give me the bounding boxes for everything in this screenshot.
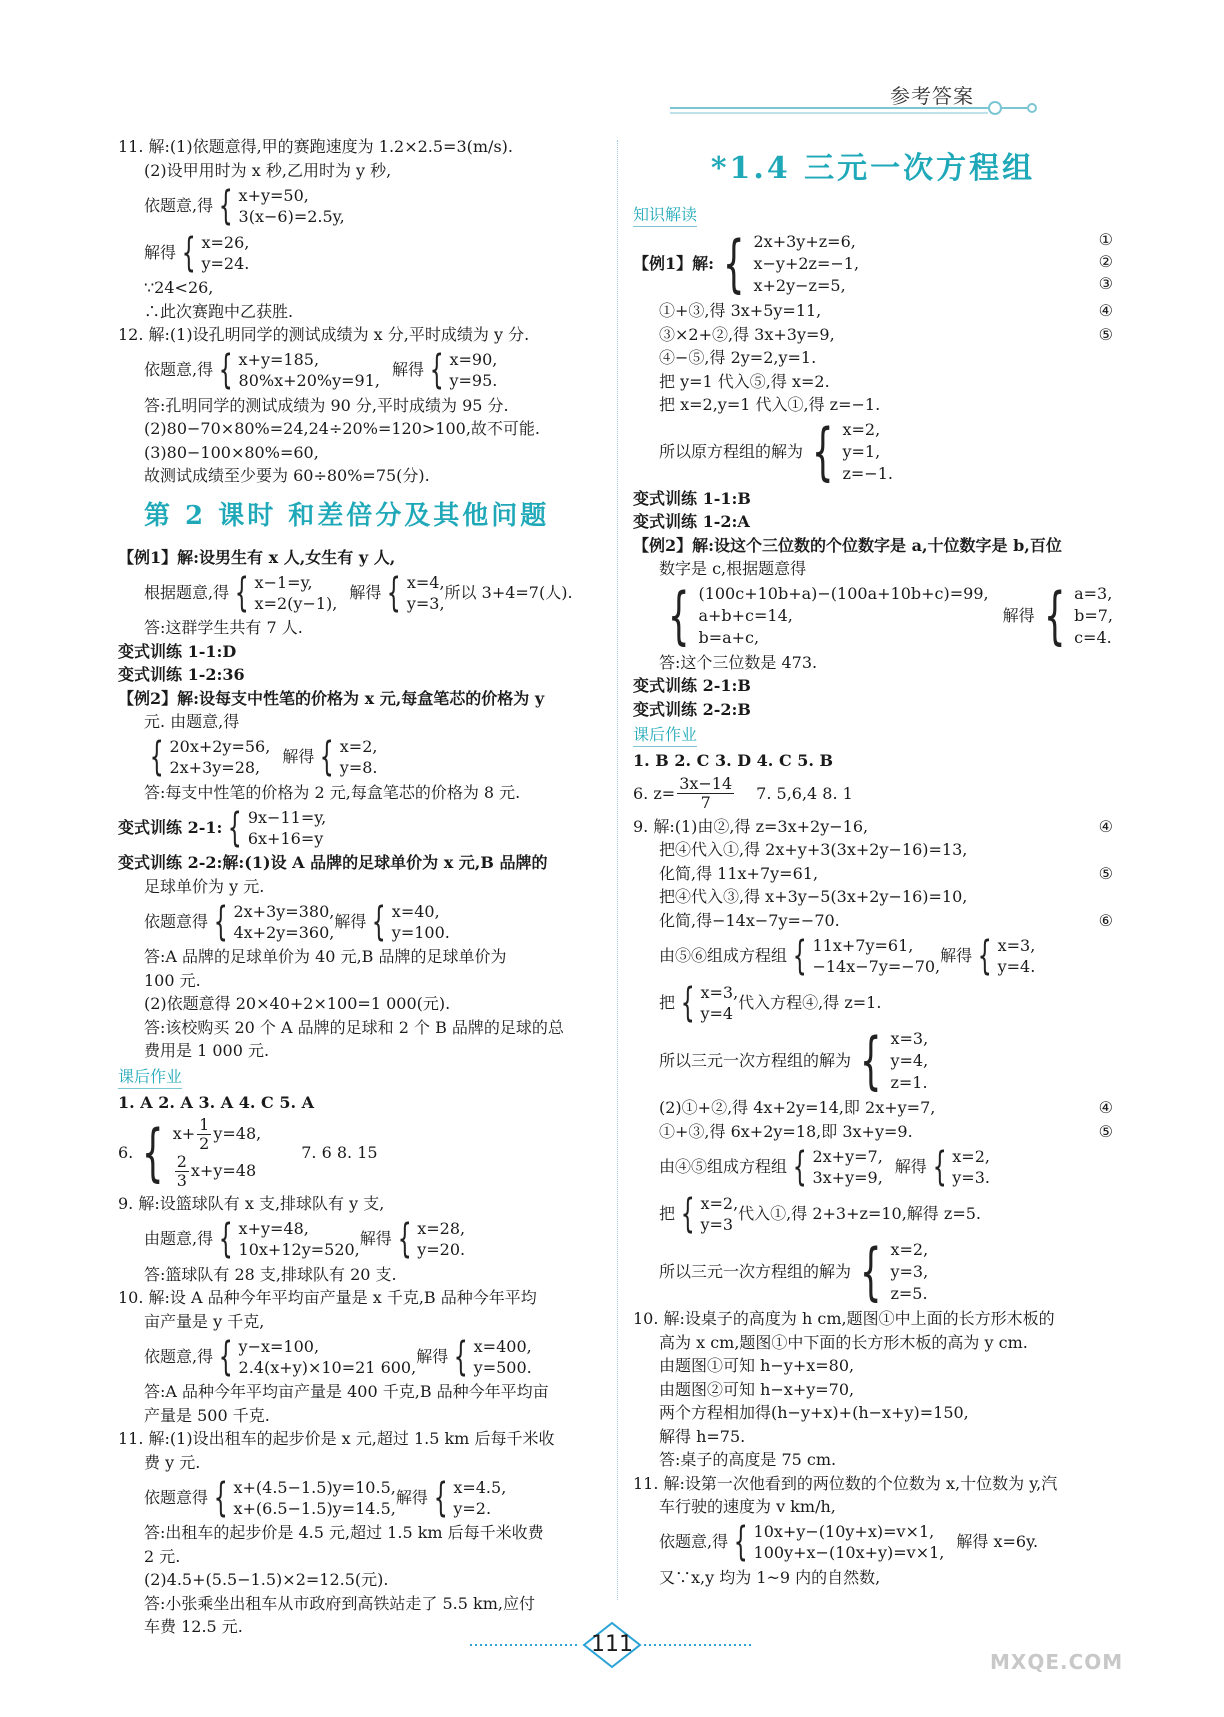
homework-question-9: 9. 解:设篮球队有 x 支,排球队有 y 支, 由题意,得 { x+y=48, 10x+12y=520, 解得 { x=28, y=20. 答:篮球队有 28 支,排球队有 20 支.: [118, 1194, 466, 1284]
example-2: 【例2】解:设每支中性笔的价格为 x 元,每盒笔芯的价格为 y 元. 由题意,得 { 20x+2y=56, 2x+3y=28, 解得 { x=2, y=8. 答:每支中性笔的价格为 2 元,每盒笔芯的价格为 8 元.: [118, 688, 545, 802]
header-decoration-icon: [670, 100, 1150, 120]
right-question-11: 11. 解:设第一次他看到的两位数的个位数为 x,十位数为 y,汽 车行驶的速度为 v km/h, 依题意,得 { 10x+y−(10y+x)=v×1, 100y+x−(10x+y)=v×1, 解得 x=6y. 又∵x,y 均为 1~9 内的自然数,: [633, 1473, 1058, 1587]
question-11: 11. 解:(1)依题意得,甲的赛跑速度为 1.2×2.5=3(m/s). (2)设甲用时为 x 秒,乙用时为 y 秒, 依题意,得 { x+y=50, 3(x−6)=2.5y, 解得 { x=26, y=24. ∵24<26, ∴此次赛跑中乙获胜.: [118, 137, 513, 321]
column-divider: [617, 140, 618, 1600]
header-title: 参考答案: [890, 84, 974, 108]
right-question-10: 10. 解:设桌子的高度为 h cm,题图①中上面的长方形木板的 高为 x cm,题图①中下面的长方形木板的高为 y cm. 由题图①可知 h−y+x=80, 由题图②可知 h−x+y=70, 两个方程相加得(h−y+x)+(h−x+y)=150, 解得 h=75. 答:桌子的高度是 75 cm.: [633, 1309, 1055, 1469]
homework-question-11: 11. 解:(1)设出租车的起步价是 x 元,超过 1.5 km 后每千米收 费 y 元. 依题意得 { x+(4.5−1.5)y=10.5, x+(6.5−1.5)y=14.5, 解得 { x=4.5, y=2. 答:出租车的起步价是 4.5 元,超过 1.5 km 后每千米收费 2 元. (2)4.5+(5.5−1.5)×2=12.5(元). 答:小张乘坐出租车从市政府到高铁站走了 5.5 km,应付 车费 12.5 元.: [118, 1429, 555, 1636]
page-header: [0, 0, 1224, 130]
right-example-1: 【例1】解: { 2x+3y+z=6, x−y+2z=−1, x+2y−z=5, ① ② ③ ①+③,得 3x+5y=11, ④ ③×2+②,得 3x+3y=9, ⑤ ④−⑤,得 2y=2,y=1. 把 y=1 代入⑤,得 x=2. 把 x=2,y=1 代入①,得 z=−1. 所以原方程组的解为 { x=2, y=1, z=−1.: [633, 227, 1113, 488]
question-12: 12. 解:(1)设孔明同学的测试成绩为 x 分,平时成绩为 y 分. 依题意,得 { x+y=185, 80%x+20%y=91, 解得 { x=90, y=95. 答:孔明同学的测试成绩为 90 分,平时成绩为 95 分. (2)80−70×80%=24,24÷20%=120>100,故不可能. (3)80−100×80%=60, 故测试成绩至少要为 60÷80%=75(分).: [118, 325, 541, 485]
watermark: MXQE.COM: [990, 1650, 1124, 1674]
homework-tag: 课后作业: [118, 1066, 182, 1089]
right-example-2: 【例2】解:设这个三位数的个位数字是 a,十位数字是 b,百位 数字是 c,根据题意得 { (100c+10b+a)−(100a+10b+c)=99, a+b+c=14, b=a+c, 解得 { a=3, b=7, c=4. 答:这个三位数是 473.: [633, 535, 1113, 672]
section-title: *1.4 三元一次方程组: [710, 151, 1036, 186]
knowledge-tag: 知识解读: [633, 204, 697, 227]
left-column: [118, 135, 603, 1639]
right-column: *1.4 三元一次方程组 知识解读 【例1】解: { 2x+3y+z=6, x−y+2z=−1, x+2y−z=5, ① ② ③ ①+③,得 3x+5y=11, ④ ③×2+②,得 3x+3y=9, ⑤ ④−⑤,得 2y=2,y=1. 把 y=1 代入⑤,得 x=2. 把 x=2,y=1 代入①,得 z=−1. 所以原方程组的解为 { x=2, y=1, z=−1. 变式训练 1-1:B 变式训练 1-2:A 【例2】解:设这个三位数的个位数字是 a,十位数字是 b,百位 数字是 c,根据题意得 { (100c+10b+a)−(100a+10b+c)=99, a+b+c=14, b=a+c, 解得 { a=3, b=7, c=4. 答:这个三位数是 473. 变式训练 2-1:B 变式训练 2-2:B 课后作业 1. B 2. C 3. D 4. C 5. B 6. z= $\frac{3x-14}{7}$ 7. 5,6,4 8. 1 9. 解:(1)由②,得 z=3x+2y−16, ④ 把④代入①,得 2x+y+3(3x+2y−16)=13, 化简,得 11x+7y=61, ⑤ 把④代入③,得 x+3y−5(3x+2y−16)=10, 化简,得−14x−7y=−70. ⑥ 由⑤⑥组成方程组 { 11x+7y=61, −14x−7y=−70, 解得 { x=3, y=4. 把 { x=3, y=4 代入方程④,得 z=1. 所以三元一次方程组的解为 { x=3, y=4, z=1. (2)①+②,得 4x+2y=14,即 2x+y=7, ④ ①+③,得 6x+2y=18,即 3x+y=9. ⑤ 由④⑤组成方程组 { 2x+y=7, 3x+y=9, 解得 { x=2, y=3. 把 { x=2, y=3 代入①,得 2+3+z=10,解得 z=5. 所以三元一次方程组的解为 { x=2, y=3, z=5. 10. 解:设桌子的高度为 h cm,题图①中上面的长方形木板的 高为 x cm,题图①中下面的长方形木板的高为 y cm. 由题图①可知 h−y+x=80, 由题图②可知 h−x+y=70, 两个方程相加得(h−y+x)+(h−x+y)=150, 解得 h=75. 答:桌子的高度是 75 cm. 11. 解:设第一次他看到的两位数的个位数为 x,十位数为 y,汽 车行驶的速度为 v km/h, 依题意,得 { 10x+y−(10y+x)=v×1, 100y+x−(10x+y)=v×1, 解得 x=6y. 又∵x,y 均为 1~9 内的自然数,: [633, 135, 1113, 1589]
homework-question-10: 10. 解:设 A 品种今年平均亩产量是 x 千克,B 品种今年平均 亩产量是 y 千克, 依题意,得 { y−x=100, 2.4(x+y)×10=21 600, 解得 { x=400, y=500. 答:A 品种今年平均亩产量是 400 千克,B 品种今年平均亩 产量是 500 千克.: [118, 1288, 549, 1425]
solution-system: { x=26, y=24.: [181, 229, 250, 276]
homework-tag-right: 课后作业: [633, 724, 697, 747]
variant-1-2: 变式训练 1-2:36: [118, 665, 245, 684]
variant-2-2: 变式训练 2-2:解:(1)设 A 品牌的足球单价为 x 元,B 品牌的 足球单价为 y 元. 依题意得 { 2x+3y=380, 4x+2y=360, 解得 { x=40, y=100. 答:A 品牌的足球单价为 40 元,B 品牌的足球单价为 100 元. (2)依题意得 20×40+2×100=1 000(元). 答:该校购买 20 个 A 品牌的足球和 2 个 B 品牌的足球的总 费用是 1 000 元.: [118, 853, 564, 1060]
variant-1-1: 变式训练 1-1:D: [118, 641, 237, 661]
example-1: 【例1】解:设男生有 x 人,女生有 y 人, 根据题意,得 { x−1=y, x=2(y−1), 解得 { x=4, y=3, 所以 3+4=7(人). 答:这群学生共有 7 人.: [118, 547, 573, 637]
lesson-title: 第 2 课时 和差倍分及其他问题: [144, 500, 550, 531]
right-question-9: 9. 解:(1)由②,得 z=3x+2y−16, ④ 把④代入①,得 2x+y+3(3x+2y−16)=13, 化简,得 11x+7y=61, ⑤ 把④代入③,得 x+3y−5(3x+2y−16)=10, 化简,得−14x−7y=−70. ⑥ 由⑤⑥组成方程组 { 11x+7y=61, −14x−7y=−70, 解得 { x=3, y=4. 把 { x=3, y=4 代入方程④,得 z=1. 所以三元一次方程组的解为 { x=3, y=4, z=1. (2)①+②,得 4x+2y=14,即 2x+y=7, ④ ①+③,得 6x+2y=18,即 3x+y=9. ⑤ 由④⑤组成方程组 { 2x+y=7, 3x+y=9, 解得 { x=2, y=3. 把 { x=2, y=3 代入①,得 2+3+z=10,解得 z=5. 所以三元一次方程组的解为 { x=2, y=3, z=5.: [633, 816, 1113, 1308]
homework-answer-6: 6. { x+ $\frac{1}{2}$ y=48, $\frac{2}{3}$ x+y=48 7. 6 8. 15: [118, 1115, 378, 1190]
variant-2-1: 变式训练 2-1: { 9x−11=y, 6x+16=y: [118, 804, 327, 851]
homework-answers-1-5: 1. A 2. A 3. A 4. C 5. A: [118, 1092, 315, 1112]
equation-system: { x+y=50, 3(x−6)=2.5y,: [218, 182, 345, 229]
page-number: 111: [591, 1632, 633, 1657]
